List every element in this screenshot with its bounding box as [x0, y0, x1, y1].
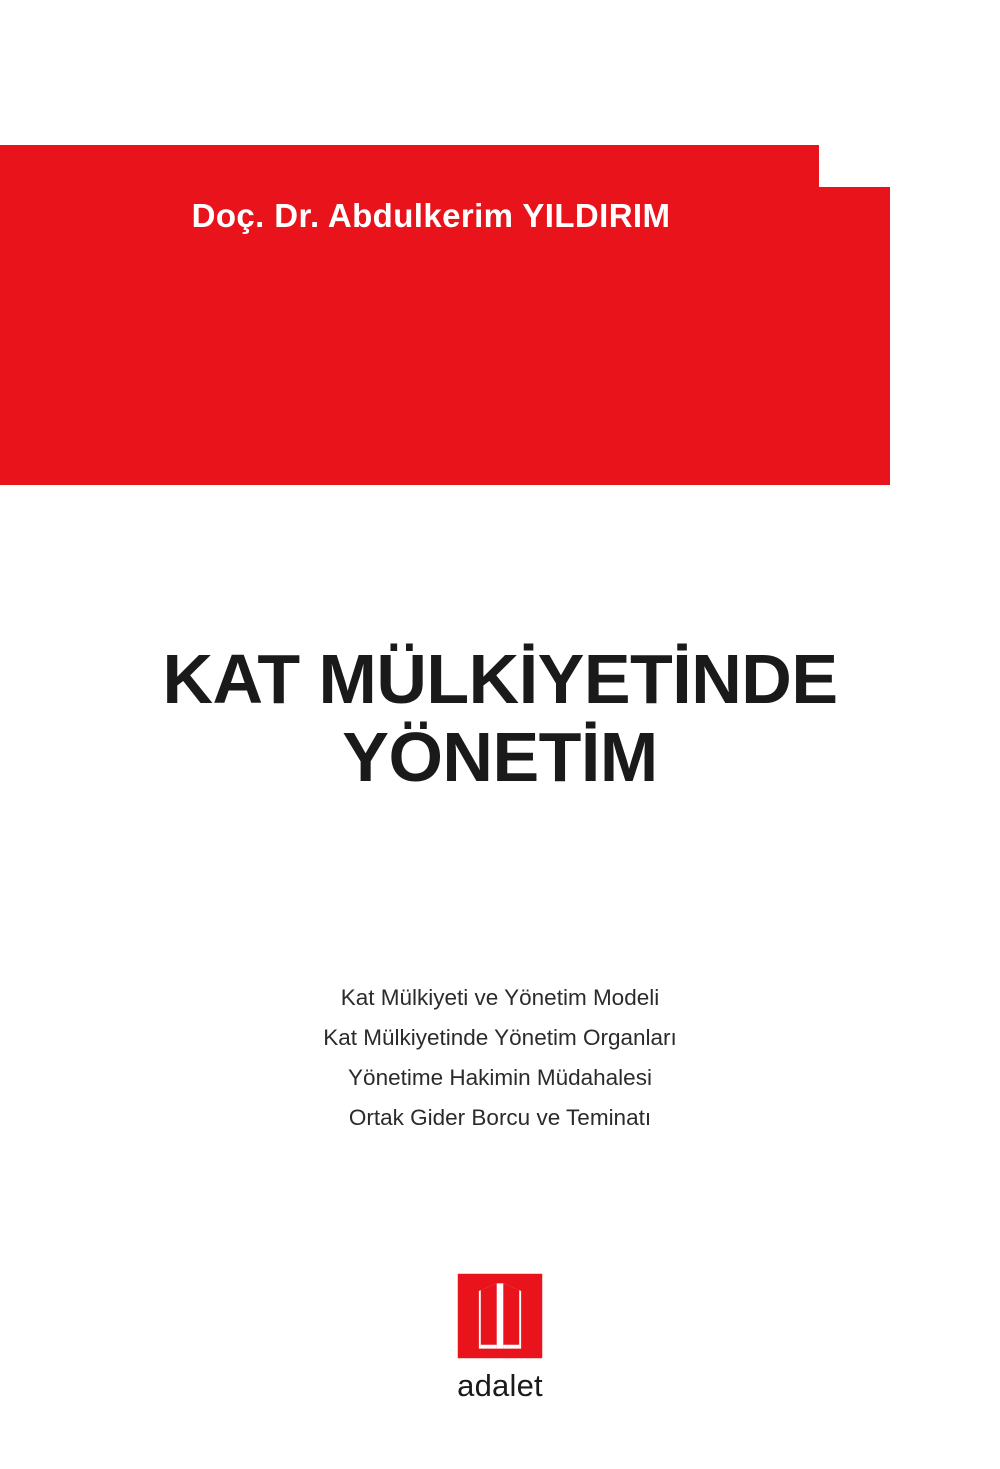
subtitle-item: Kat Mülkiyetinde Yönetim Organları [323, 1025, 677, 1051]
subtitle-item: Kat Mülkiyeti ve Yönetim Modeli [340, 985, 660, 1010]
publisher-block [0, 1268, 1000, 1404]
title-line-1: KAT MÜLKİYETİNDE [162, 640, 838, 718]
subtitle-list [0, 978, 1000, 1138]
banner-corner-notch [819, 145, 890, 187]
subtitle-item: Ortak Gider Borcu ve Teminatı [348, 1105, 652, 1131]
title-line-2: YÖNETİM [342, 718, 658, 797]
open-book-icon [452, 1268, 548, 1364]
author-name: Doç. Dr. Abdulkerim YILDIRIM [191, 197, 671, 234]
red-banner [0, 145, 890, 485]
publisher-name: adalet [457, 1368, 543, 1403]
book-title [0, 640, 1000, 797]
subtitle-item: Yönetime Hakimin Müdahalesi [348, 1065, 652, 1091]
